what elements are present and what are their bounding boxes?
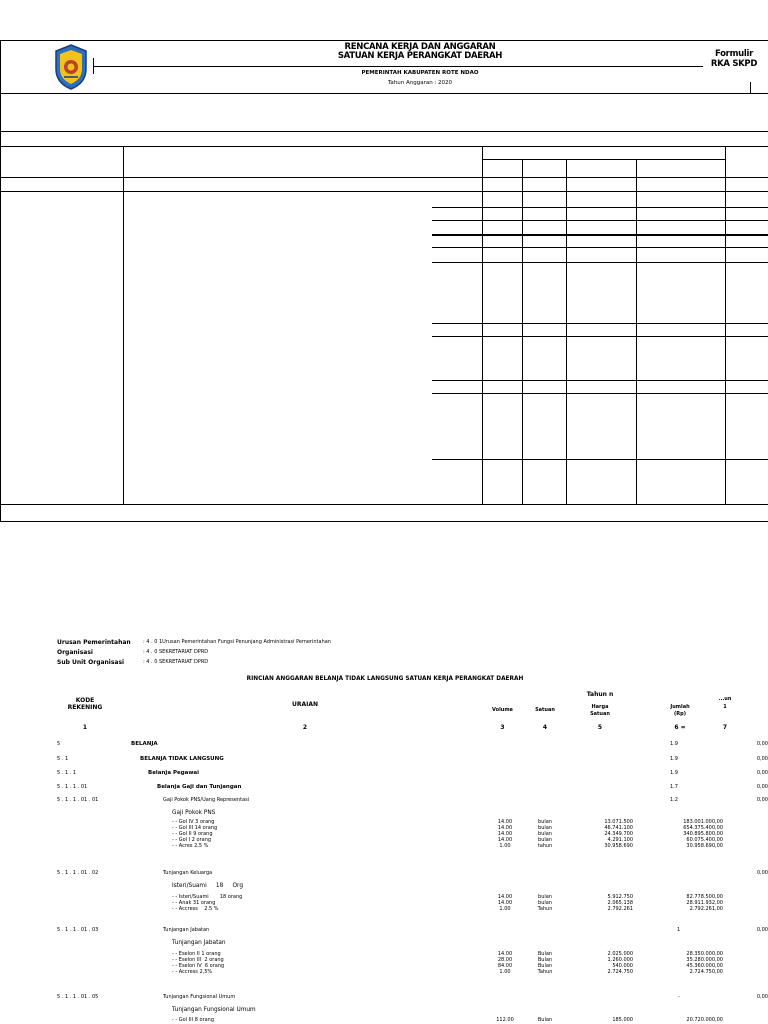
col-num-5: 5	[597, 724, 603, 731]
item-volume: 1.00	[499, 969, 511, 975]
col-kode: KODE	[75, 697, 95, 704]
col-tahun-n1-b: 1	[723, 704, 727, 710]
row-tahun-n1: 0,00	[756, 741, 768, 747]
row-tahun-n1: 0,00	[756, 770, 768, 776]
item-jumlah: 60.075.400,00	[686, 837, 723, 843]
urusan-label: Urusan Pemerintahan	[57, 639, 131, 646]
row-kode: 5 . 1	[57, 756, 69, 762]
item-harga: 13.071.500	[604, 819, 633, 825]
row-kode: 5 . 1 . 1 . 01 . 05	[57, 994, 99, 1000]
item-name: - - Eselon II 1 orang	[172, 951, 221, 957]
item-jumlah: 654.375.400,00	[683, 825, 723, 831]
col-jumlah: Jumlah	[670, 704, 690, 710]
row-kode: 5 . 1 . 1 . 01 . 01	[57, 797, 99, 803]
group-subtitle: Gaji Pokok PNS	[172, 810, 216, 816]
item-harga: 540.000	[612, 963, 633, 969]
row-uraian: Belanja Pegawai	[148, 770, 200, 776]
item-harga: 4.291.100	[607, 837, 633, 843]
row-uraian: BELANJA	[131, 741, 158, 747]
item-satuan: Tahun	[537, 969, 553, 975]
col-num-4: 4	[542, 724, 548, 731]
row-uraian: Tunjangan Jabatan	[163, 927, 210, 933]
col-num-6: 6 =	[674, 724, 686, 731]
item-satuan: bulan	[538, 894, 552, 900]
item-harga: 2.792.261	[607, 906, 633, 912]
item-name: - - Gol I 2 orang	[172, 837, 212, 843]
item-jumlah: 45.360.000,00	[686, 963, 723, 969]
col-num-3: 3	[500, 724, 505, 731]
budget-year: Tahun Anggaran : 2020	[387, 80, 453, 86]
doc-title-line1: RENCANA KERJA DAN ANGGARAN	[344, 42, 496, 52]
row-jumlah: 1.9	[670, 770, 678, 776]
item-satuan: Tahun	[537, 906, 553, 912]
item-satuan: bulan	[538, 825, 552, 831]
row-uraian: BELANJA TIDAK LANGSUNG	[140, 756, 224, 762]
row-uraian: Tunjangan Fungsional Umum	[163, 994, 236, 1000]
col-tahun-n1: ...un	[718, 696, 732, 702]
col-satuan: Satuan	[535, 707, 555, 713]
item-satuan: Bulan	[537, 963, 553, 969]
item-satuan: bulan	[538, 837, 552, 843]
item-satuan: bulan	[538, 831, 552, 837]
item-jumlah: 28.911.932,00	[686, 900, 723, 906]
item-harga: 24.349.700	[604, 831, 633, 837]
urusan-value: : 4 . 0 1Urusan Pemerintahan Fungsi Penunjang Administrasi Pemerintahan	[143, 639, 331, 645]
item-jumlah: 183.001.000,00	[683, 819, 723, 825]
item-name: - - Gol IV 3 orang	[172, 819, 215, 825]
col-num-7: 7	[722, 724, 728, 731]
row-kode: 5	[57, 741, 61, 747]
row-tahun-n1: 0,00	[756, 927, 768, 933]
col-jumlah-rp: (Rp)	[674, 711, 686, 717]
row-kode: 5 . 1 . 1	[57, 770, 77, 776]
col-num-2: 2	[302, 724, 308, 731]
item-name: - - Anak 31 orang	[172, 900, 216, 906]
group-subtitle: Isteri/Suami 18 Org	[172, 883, 244, 889]
item-jumlah: 35.280.000,00	[686, 957, 723, 963]
item-jumlah: 2.792.261,00	[689, 906, 723, 912]
item-name: - - Accress 2.5 %	[172, 906, 219, 912]
item-satuan: bulan	[538, 819, 552, 825]
row-jumlah: -	[678, 994, 680, 1000]
item-volume: 14.00	[497, 825, 513, 831]
row-kode: 5 . 1 . 1 . 01	[57, 784, 88, 790]
group-subtitle: Tunjangan Jabatan	[172, 940, 226, 946]
item-harga: 46.741.100	[604, 825, 633, 831]
item-satuan: bulan	[538, 900, 552, 906]
form-label: Formulir	[714, 49, 754, 59]
row-jumlah: 1.7	[670, 784, 678, 790]
item-name: - - Gol II 9 orang	[172, 831, 213, 837]
item-harga: 1.260.000	[607, 957, 633, 963]
item-volume: 14.00	[497, 894, 513, 900]
row-jumlah: 1.2	[670, 797, 678, 803]
row-tahun-n1: 0,00	[756, 797, 768, 803]
col-harga-satuan: Satuan	[590, 711, 610, 717]
item-name: - - Gol III 8 orang	[172, 1017, 215, 1023]
organisasi-value: : 4 . 0 SEKRETARIAT DPRD	[143, 649, 209, 655]
item-name: - - Accress 2,5%	[172, 969, 213, 975]
item-satuan: Bulan	[537, 1017, 553, 1023]
item-name: - - Eselon IV 6 orang	[172, 963, 225, 969]
col-rekening: REKENING	[67, 704, 103, 711]
item-volume: 14.00	[497, 837, 513, 843]
row-kode: 5 . 1 . 1 . 01 . 02	[57, 870, 99, 876]
sub-unit-value: : 4 . 0 SEKRETARIAT DPRD	[143, 659, 209, 665]
section-title: RINCIAN ANGGARAN BELANJA TIDAK LANGSUNG SATUAN KERJA PERANGKAT DAERAH	[246, 676, 524, 682]
col-uraian: URAIAN	[291, 701, 319, 708]
item-satuan: tahun	[537, 843, 553, 849]
row-kode: 5 . 1 . 1 . 01 . 03	[57, 927, 99, 933]
item-harga: 30.958.690	[604, 843, 633, 849]
form-code: RKA SKPD	[710, 59, 758, 69]
row-jumlah: 1.9	[670, 741, 678, 747]
item-name: - - Eselon III 2 orang	[172, 957, 224, 963]
item-volume: 14.00	[497, 900, 513, 906]
item-volume: 84.00	[497, 963, 513, 969]
item-volume: 112.00	[496, 1017, 514, 1023]
item-volume: 1.00	[499, 843, 511, 849]
item-jumlah: 340.895.800,00	[683, 831, 723, 837]
item-jumlah: 20.720.000,00	[686, 1017, 723, 1023]
item-jumlah: 2.724.750,00	[689, 969, 723, 975]
row-jumlah: 1	[677, 927, 681, 933]
item-harga: 185.000	[612, 1017, 633, 1023]
item-volume: 14.00	[497, 819, 513, 825]
sub-unit-label: Sub Unit Organisasi	[57, 659, 125, 666]
organisasi-label: Organisasi	[57, 649, 93, 656]
col-harga: Harga	[591, 704, 609, 710]
item-volume: 14.00	[497, 951, 513, 957]
item-name: - - Isteri/Suami 18 orang	[172, 894, 243, 900]
government-name: PEMERINTAH KABUPATEN ROTE NDAO	[361, 70, 479, 76]
col-tahun-n: Tahun n	[586, 691, 614, 698]
row-tahun-n1: 0,00	[756, 756, 768, 762]
row-jumlah: 1.9	[670, 756, 678, 762]
item-jumlah: 82.778.500,00	[686, 894, 723, 900]
row-tahun-n1: 0,00	[756, 784, 768, 790]
doc-title-line2: SATUAN KERJA PERANGKAT DAERAH	[337, 51, 503, 61]
col-volume: Volume	[492, 707, 513, 713]
item-harga: 2.724.750	[607, 969, 633, 975]
item-harga: 2.065.138	[607, 900, 633, 906]
row-tahun-n1: 0,00	[756, 994, 768, 1000]
row-uraian: Tunjangan Keluarga	[163, 870, 213, 876]
item-harga: 5.912.750	[607, 894, 633, 900]
item-jumlah: 28.350.000,00	[686, 951, 723, 957]
row-uraian: Gaji Pokok PNS/Uang Representasi	[163, 797, 250, 803]
regency-emblem-icon	[52, 43, 90, 91]
item-volume: 1.00	[499, 906, 511, 912]
item-volume: 28.00	[497, 957, 513, 963]
item-harga: 2.025.000	[607, 951, 633, 957]
col-num-1: 1	[82, 724, 88, 731]
row-tahun-n1: 0,00	[756, 870, 768, 876]
item-volume: 14.00	[497, 831, 513, 837]
item-jumlah: 30.958.690,00	[686, 843, 723, 849]
item-name: - - Acres 2,5 %	[172, 843, 209, 849]
group-subtitle: Tunjangan Fungsional Umum	[172, 1007, 256, 1013]
row-uraian: Belanja Gaji dan Tunjangan	[157, 784, 242, 790]
item-name: - - Gol III 14 orang	[172, 825, 218, 831]
item-satuan: Bulan	[537, 951, 553, 957]
item-satuan: Bulan	[537, 957, 553, 963]
